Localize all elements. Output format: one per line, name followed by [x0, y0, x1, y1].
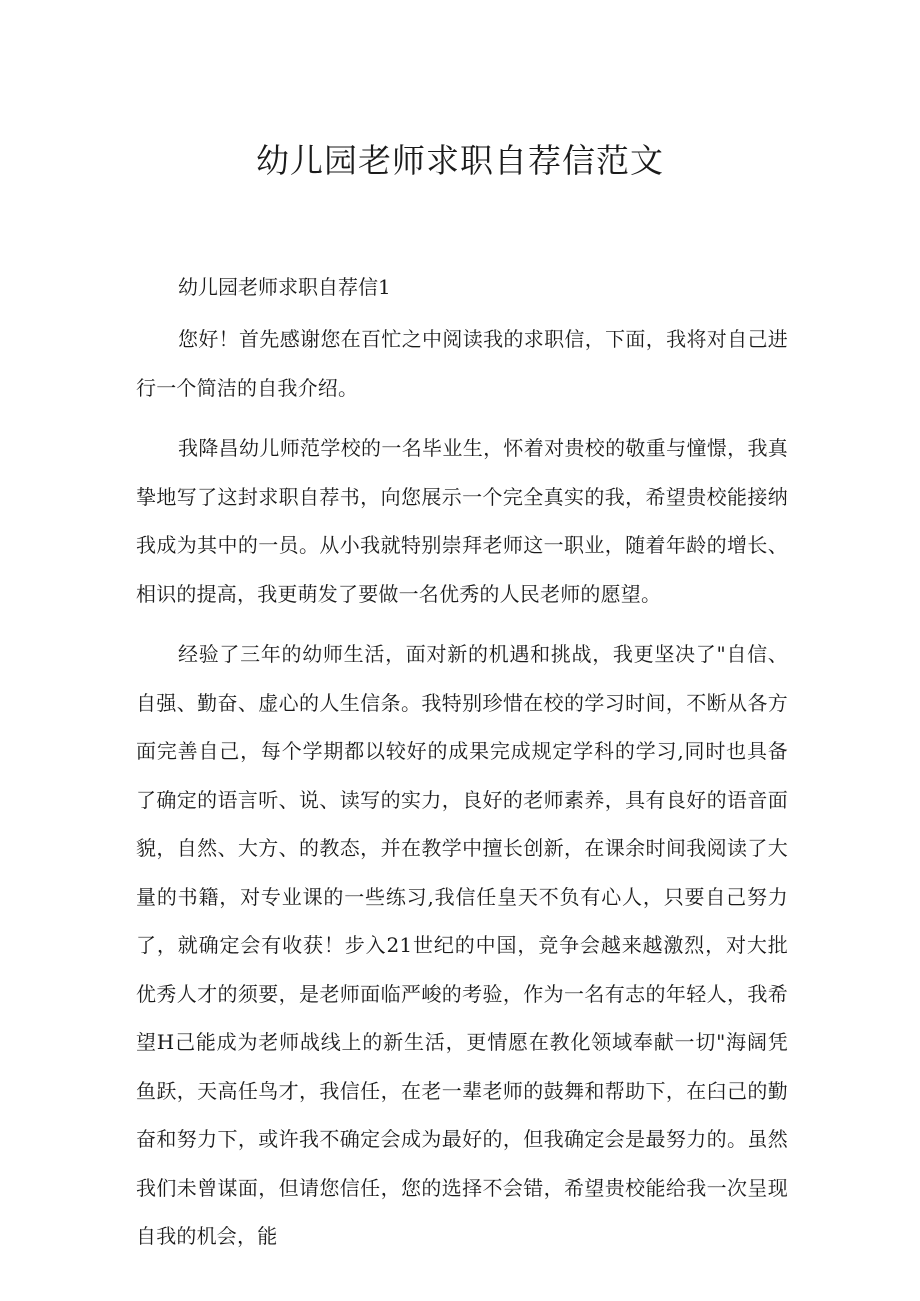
body-text: [136, 315, 788, 1273]
document-title: 幼儿园老师求职自荐信范文: [256, 141, 664, 180]
paragraph-introduction: 我降昌幼儿师范学校的一名毕业生，怀着对贵校的敬重与憧憬，我真挚地写了这封求职自荐书，向您展示一个完全真实的我，希望贵校能接纳我成为其中的一员。从小我就特别崇拜老师这一职业，随着年龄的增长、相识的提高，我更萌发了要做一名优秀的人民老师的愿望。: [136, 436, 788, 606]
paragraph-greeting: 您好！首先感谢您在百忙之中阅读我的求职信，下面，我将对自己进行一个简洁的自我介绍。: [136, 327, 788, 400]
paragraph-experience: 经验了三年的幼师生活，面对新的机遇和挑战，我更坚决了"自信、自强、勤奋、虚心的人生信条。我特别珍惜在校的学习时间，不断从各方面完善自己，每个学期都以较好的成果完成规定学科的学习,同时也具备了确定的语言听、说、读写的实力，良好的老师素养，具有良好的语音面貌，自然、大方、的教态，并在教学中擅长创新，在课余时间我阅读了大量的书籍，对专业课的一些练习,我信任皇天不负有心人，只要自己努力了，就确定会有收获！步入21世纪的中国，竞争会越来越激烈，对大批优秀人才的须要，是老师面临严峻的考验，作为一名有志的年轻人，我希望H己能成为老师战线上的新生活，更情愿在教化领域奉献一切"海阔凭鱼跃，天高任鸟才，我信任，在老一辈老师的鼓舞和帮助下，在臼己的勤奋和努力下，或许我不确定会成为最好的，但我确定会是最努力的。虽然我们未曾谋面，但请您信任，您的选择不会错，希望贵校能给我一次呈现自我的机会，能: [136, 642, 788, 1248]
section-heading: 幼儿园老师求职自荐信1: [178, 275, 391, 299]
